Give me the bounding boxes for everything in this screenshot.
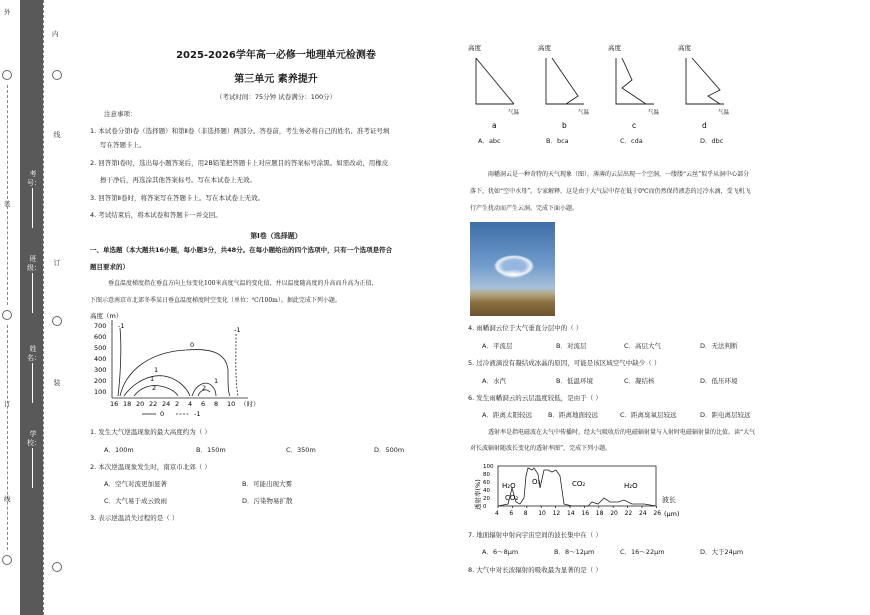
spectrum-x-ticks [495, 506, 661, 517]
q3-option-c[interactable]: C．cda [620, 137, 643, 145]
hole-passage-line: 雨幡洞云是一种奇特的天气现象（图），薄薄的云层出现一个空洞，一缕缕“云丝”似乎从洞中心部分 [488, 171, 750, 178]
q1-option-b[interactable]: B．150m [196, 446, 226, 454]
x-ticks [110, 400, 235, 408]
cut-mark-2: 订 [4, 400, 11, 408]
school-line [32, 448, 33, 488]
inner-mark-1: 线 [53, 131, 61, 139]
q5-option-d[interactable]: D．低压环境 [700, 377, 738, 385]
q4-stem: 4. 雨幡洞云位于大气垂直分层中的（ ） [468, 324, 583, 332]
spectrum-ylabel: 透射率(%) [474, 479, 482, 510]
spectrum-x-tick: 14 [567, 510, 575, 517]
y-tick-label: 200 [94, 377, 107, 385]
graph-label: a [492, 121, 497, 130]
q4-option-d[interactable]: D．无法判断 [700, 342, 738, 350]
q2-stem: 2. 本次逆温现象发生时，南京市北郊（ ） [90, 463, 211, 471]
x-tick-label: 10 [227, 400, 236, 408]
notice-item: 1. 本试卷分第Ⅰ卷（选择题）和第Ⅱ卷（非选择题）两部分。答卷前，考生务必将自己的姓名、准考证号填 [90, 127, 390, 135]
contour-minus1-left [118, 328, 121, 396]
q3-option-b[interactable]: B．bca [546, 137, 569, 145]
spectrum-y-tick: 40 [483, 488, 490, 494]
passage-line: 下图示意南京市北郊冬季某日垂直温度梯度时空变化（单位：℃/100m）。据此完成下列小题。 [90, 297, 341, 304]
q5-option-a[interactable]: A．水汽 [482, 377, 506, 385]
q2-option-d[interactable]: D．污染物易扩散 [242, 497, 293, 505]
inner-mark-3: 装 [53, 379, 61, 387]
spectrum-x-tick: 8 [523, 510, 528, 517]
spectrum-y-tick: 20 [483, 496, 490, 502]
spectrum-y-tick: 80 [483, 472, 490, 478]
q6-option-a[interactable]: A．距离太阳较远 [482, 411, 532, 419]
x-tick-label: 8 [214, 400, 219, 408]
q3-option-a[interactable]: A．abc [478, 137, 501, 145]
q7-option-a[interactable]: A．6～8μm [482, 548, 519, 556]
q6-stem: 6. 发生雨幡洞云的云层温度较低，是由于（ ） [468, 394, 602, 402]
spectrum-xunit: (μm) [664, 510, 680, 518]
chart-ylabel: 高度（m） [90, 312, 123, 320]
contour-label: 2 [152, 384, 157, 392]
contour-0 [120, 350, 230, 396]
graph-ylabel: 高度 [468, 44, 481, 52]
contour-label: -1 [118, 322, 125, 330]
x-tick-label: 4 [188, 400, 193, 408]
y-tick-label: 300 [94, 366, 107, 374]
profile-curve [616, 58, 654, 104]
q7-stem: 7. 地面辐射中射向宇宙空间的波长集中在（ ） [468, 531, 602, 539]
q7-option-b[interactable]: B．8～12μm [554, 548, 595, 556]
spectrum-x-tick: 6 [509, 510, 514, 517]
q6-option-b[interactable]: B．距离地面较远 [548, 411, 598, 419]
contour-label: -1 [234, 326, 241, 334]
gas-label: CO₂ [572, 480, 586, 488]
class-line [32, 273, 33, 313]
spectrum-x-tick: 10 [538, 510, 546, 517]
q3-option-d[interactable]: D．dbc [700, 137, 724, 145]
q1-option-c[interactable]: C．350m [286, 446, 316, 454]
graph-ylabel: 高度 [608, 44, 621, 52]
spectrum-passage-line: 透射率是指电磁波在大气中传播时，经大气吸收后的电磁辐射量与入射时电磁辐射量的比值。读“大气 [488, 429, 756, 436]
notice-item: 擦干净后，再选涂其他答案标号。写在本试卷上无效。 [100, 176, 256, 184]
q5-option-b[interactable]: B．低温环境 [556, 377, 593, 385]
q4-option-c[interactable]: C．高层大气 [624, 342, 662, 350]
q6-option-d[interactable]: D．距电离层较远 [700, 411, 751, 419]
q3-stem: 3. 表示逆温消失过程的是（ ） [90, 514, 179, 522]
legend-solid-label: 0 [160, 410, 165, 418]
y-tick-label: 600 [94, 333, 107, 341]
x-unit: （时） [240, 400, 260, 408]
profile-graph-c [608, 43, 660, 130]
gas-label: H₂O [624, 482, 638, 490]
q2-option-a[interactable]: A．空气对流更加显著 [104, 480, 167, 488]
graph-label: d [702, 121, 707, 130]
section-title: 第Ⅰ卷（选择题） [250, 232, 302, 240]
contour-label: 1 [154, 366, 159, 374]
graph-label: b [562, 121, 567, 130]
spectrum-y-tick: 60 [483, 480, 490, 486]
spectrum-xlabel: 波长 [662, 496, 676, 504]
hole-punch-cloud-photo [470, 222, 555, 316]
y-tick-label: 400 [94, 355, 107, 363]
inner-mark-2: 订 [53, 259, 61, 267]
inner-hole [52, 70, 62, 80]
section-intro: 一、单选题（本大题共16小题，每小题3分，共48分。在每小题给出的四个选项中，只有一个选项是符合 [90, 246, 393, 254]
binding-hole [2, 70, 12, 80]
binding-margin [0, 0, 20, 615]
cut-mark-3: 线 [4, 495, 11, 503]
q8-stem: 8. 大气中对长波辐射的吸收最为显著的是（ ） [468, 566, 602, 574]
spectrum-x-tick: 20 [610, 510, 618, 517]
q7-option-c[interactable]: C．16～22μm [620, 548, 665, 556]
spectrum-x-tick: 4 [495, 510, 499, 517]
notice-item: 2. 回答第Ⅰ卷时，选出每小题答案后，用2B铅笔把答题卡上对应题目的答案标号涂黑。如需改动，用橡皮 [90, 159, 389, 167]
binding-hole [2, 555, 12, 565]
legend-dashed-label: -1 [194, 410, 201, 418]
q5-stem: 5. 过冷液滴没有凝结成冰晶的原因，可能是该区域空气中缺少（ ） [468, 359, 661, 367]
page-title: 2025-2026学年高一必修一地理单元检测卷 [176, 50, 376, 61]
q2-option-c[interactable]: C．大气易于成云致雨 [104, 497, 168, 505]
q7-option-d[interactable]: D．大于24μm [700, 548, 744, 556]
gas-label: H₂O [502, 482, 516, 490]
notice-item: 4. 考试结束后，将本试卷和答题卡一并交回。 [90, 211, 222, 219]
spectrum-y-tick: 0 [483, 504, 487, 510]
graph-xlabel: 气温 [508, 110, 520, 116]
unit-title: 第三单元 素养提升 [234, 74, 318, 85]
notice-item: 3. 回答第Ⅱ卷时，将答案写在答题卡上。写在本试卷上无效。 [90, 194, 264, 202]
outer-cut-line [7, 325, 8, 550]
q6-option-c[interactable]: C．距离臭氧层较远 [620, 411, 677, 419]
hole-passage-line: 落下，犹如“空中水母”。专家解释，这是由于大气层中存在低于0℃而仍然保持液态的过冷水滴，受飞机飞 [470, 188, 751, 195]
school-label: 学校： [27, 430, 41, 447]
spectrum-y-ticks [483, 464, 494, 510]
q1-option-a[interactable]: A．100m [104, 446, 134, 454]
contour-label: 0 [190, 341, 195, 349]
graph-xlabel: 气温 [648, 110, 660, 116]
binding-fields [27, 0, 39, 615]
profile-curve [476, 58, 514, 104]
class-label: 班级： [27, 255, 41, 272]
notice-heading: 注意事项： [104, 110, 137, 118]
section-intro: 题目要求的） [90, 263, 129, 271]
x-tick-label: 22 [149, 400, 158, 408]
graph-ylabel: 高度 [538, 44, 551, 52]
contour-minus1-right [236, 334, 238, 396]
spectrum-y-tick: 100 [483, 464, 494, 470]
temperature-profile-graphs [468, 40, 748, 132]
y-tick-label: 500 [94, 344, 107, 352]
q1-stem: 1. 发生大气逆温现象的最大高度约为（ ） [90, 428, 211, 436]
q2-option-b[interactable]: B．可能出现大雾 [242, 480, 292, 488]
inner-mark: 内 [52, 30, 59, 38]
y-ticks [94, 322, 106, 396]
spectrum-x-tick: 24 [639, 510, 647, 517]
notice-item: 写在答题卡上。 [100, 141, 146, 149]
gas-label: CO₂ [505, 494, 519, 502]
spectrum-x-tick: 16 [581, 510, 590, 517]
cut-area [43, 0, 70, 615]
y-tick-label: 700 [94, 322, 107, 330]
graph-ylabel: 高度 [678, 44, 691, 52]
name-label: 姓名： [27, 345, 41, 362]
hole-passage-line: 行产生扰动而产生云洞。完成下面小题。 [470, 205, 579, 212]
q1-option-d[interactable]: D．500m [374, 446, 405, 454]
inner-hole [52, 316, 62, 326]
profile-curve [546, 58, 584, 104]
q5-option-c[interactable]: C．凝结核 [624, 377, 655, 385]
outer-mark: 外 [4, 8, 11, 16]
profile-graph-d [678, 43, 730, 130]
spectrum-x-tick: 26 [653, 510, 662, 517]
q4-option-b[interactable]: B．对流层 [556, 342, 587, 350]
profile-graph-b [538, 43, 590, 130]
x-tick-label: 6 [201, 400, 206, 408]
spectrum-x-tick: 22 [624, 510, 633, 517]
graph-label: c [632, 121, 637, 130]
contour-label: 2 [202, 384, 207, 392]
name-line [32, 363, 33, 403]
cloud-fallstreak [500, 269, 526, 279]
inner-hole [52, 562, 62, 572]
exam-no-line [32, 188, 33, 228]
y-tick-label: 100 [94, 388, 107, 396]
x-tick-label: 24 [162, 400, 171, 408]
spectrum-passage-line: 对长波辐射随波长变化的透射率图”，完成下列小题。 [470, 445, 612, 452]
profile-graph-group [468, 43, 730, 130]
gas-label: O₃ [532, 478, 541, 486]
passage-line: 垂直温度梯度指在垂直方向上每变化100米高度气温的变化值，并以温度随高度的升高而升高为正值， [108, 280, 378, 287]
inversion-contour-chart [90, 310, 280, 422]
profile-graph-a [468, 43, 520, 130]
x-tick-label: 20 [136, 400, 145, 408]
gas-labels [502, 478, 638, 502]
x-tick-label: 16 [110, 400, 119, 408]
transmittance-chart [468, 458, 698, 522]
graph-xlabel: 气温 [718, 110, 730, 116]
q4-option-a[interactable]: A．平流层 [482, 342, 513, 350]
binding-hole [2, 310, 12, 320]
profile-curve [686, 58, 724, 104]
cut-mark-1: 装 [4, 200, 11, 208]
spectrum-x-tick: 12 [552, 510, 561, 517]
exam-meta: （考试时间：75分钟 试卷满分：100分） [215, 93, 337, 101]
graph-xlabel: 气温 [578, 110, 590, 116]
x-tick-label: 18 [123, 400, 132, 408]
x-tick-label: 2 [175, 400, 180, 408]
outer-cut-line [7, 85, 8, 305]
spectrum-x-tick: 18 [595, 510, 604, 517]
contour-label: 1 [214, 377, 219, 385]
contour-label: 1 [150, 375, 155, 383]
exam-no-label: 考号： [27, 170, 41, 187]
